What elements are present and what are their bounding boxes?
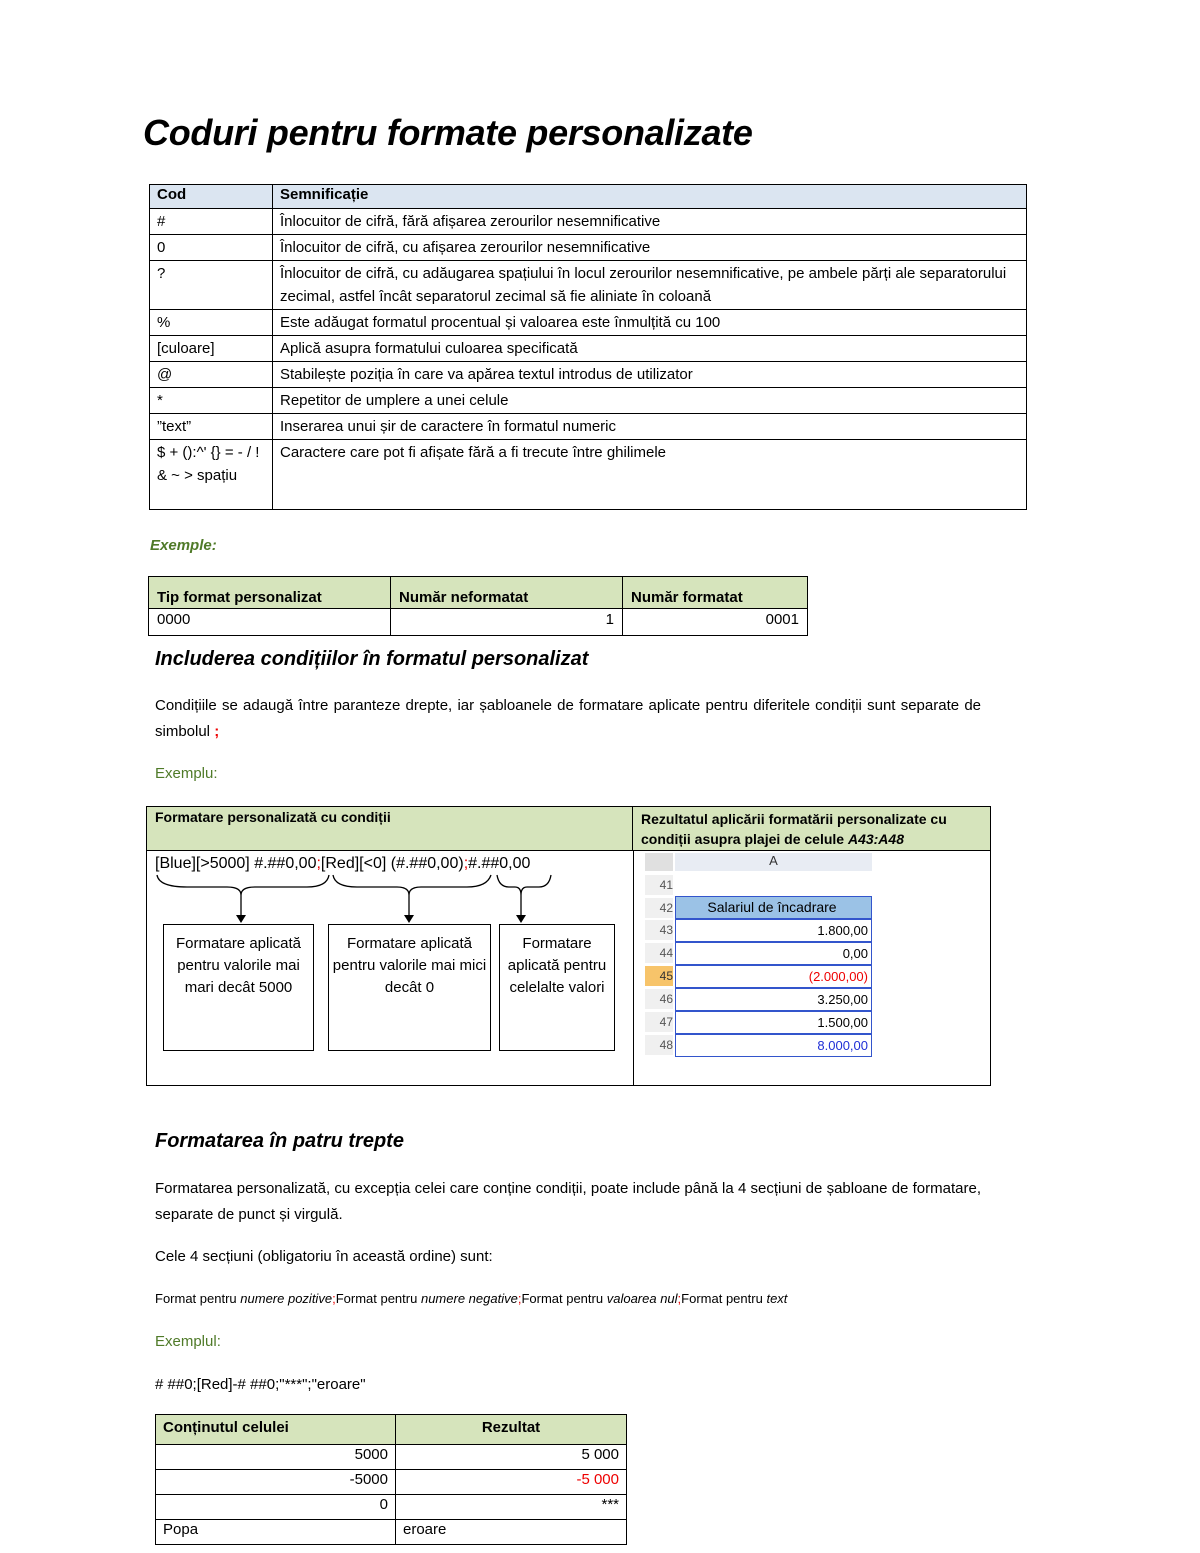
row-number: 46 — [645, 989, 673, 1009]
result-cell: 5 000 — [396, 1445, 627, 1470]
row-number: 48 — [645, 1035, 673, 1055]
table-row — [150, 235, 1027, 261]
code-cell: [culoare] — [150, 336, 273, 362]
format-word: Format pentru — [681, 1291, 763, 1306]
brace-arrows — [147, 873, 633, 925]
sections-list — [155, 1291, 787, 1306]
format-box-negative: Formatare aplicată pentru valorile mai mici decât 0 — [328, 924, 491, 1051]
conditions-range: A43:A48 — [847, 831, 904, 847]
result-table — [155, 1414, 627, 1545]
format-separator: ; — [463, 855, 469, 872]
conditions-example-box — [146, 806, 991, 1086]
table-row — [156, 1520, 627, 1545]
column-header: Tip format personalizat — [149, 577, 391, 609]
sections-intro: Cele 4 secțiuni (obligatoriu în această ordine) sunt: — [155, 1248, 493, 1265]
code-cell: ? — [150, 261, 273, 310]
meaning-cell: Aplică asupra formatului culoarea specificată — [273, 336, 1027, 362]
result-cell-negative: -5 000 — [396, 1470, 627, 1495]
table-header-row — [156, 1415, 627, 1445]
format-example-table — [148, 576, 808, 636]
four-steps-heading: Formatarea în patru trepte — [155, 1130, 404, 1152]
content-cell: 0 — [156, 1495, 396, 1520]
code-cell: # — [150, 209, 273, 235]
section-separator: ; — [332, 1291, 336, 1306]
table-row — [156, 1445, 627, 1470]
excel-snippet — [645, 853, 875, 1058]
excel-cell: 1.500,00 — [675, 1011, 872, 1034]
result-cell: *** — [396, 1495, 627, 1520]
code-cell: $ + ():^' {} = - / ! & ~ > spațiu — [150, 440, 273, 510]
content-cell: -5000 — [156, 1470, 396, 1495]
format-box-positive: Formatare aplicată pentru valorile mai mari decât 5000 — [163, 924, 314, 1051]
format-separator: ; — [316, 855, 321, 872]
brace-right — [497, 875, 551, 895]
excel-header-cell: Salariul de încadrare — [675, 896, 872, 919]
table-row — [150, 414, 1027, 440]
column-header-a: A — [675, 853, 872, 871]
codes-table — [149, 184, 1027, 510]
column-header: Semnificație — [273, 185, 1027, 209]
row-number: 47 — [645, 1012, 673, 1032]
page-title: Coduri pentru formate personalizate — [143, 112, 753, 153]
table-row — [156, 1495, 627, 1520]
conditions-left-header: Formatare personalizată cu condiții — [147, 807, 633, 851]
separator-symbol: ; — [214, 723, 220, 740]
row-number: 43 — [645, 920, 673, 940]
meaning-cell: Este adăugat formatul procentual și valoarea este înmulțită cu 100 — [273, 310, 1027, 336]
format-box-other: Formatare aplicată pentru celelalte valori — [499, 924, 615, 1051]
code-cell: ”text” — [150, 414, 273, 440]
table-row — [150, 310, 1027, 336]
section-text: text — [766, 1291, 788, 1306]
format-part-1: [Blue][>5000] #.##0,00 — [155, 855, 317, 872]
code-cell: 0 — [150, 235, 273, 261]
row-number: 42 — [645, 898, 673, 918]
meaning-cell: Caractere care pot fi afișate fără a fi trecute între ghilimele — [273, 440, 1027, 510]
section-null: valoarea nul — [606, 1291, 678, 1306]
table-row — [150, 209, 1027, 235]
format-string — [155, 855, 530, 873]
content-cell: Popa — [156, 1520, 396, 1545]
table-row — [150, 261, 1027, 310]
brace-middle — [333, 875, 491, 895]
table-header-row — [149, 577, 808, 609]
section-separator: ; — [517, 1291, 522, 1306]
result-cell: eroare — [396, 1520, 627, 1545]
format-part-2: [Red][<0] (#.##0,00) — [320, 855, 464, 872]
arrow-head — [516, 915, 526, 923]
arrow-head — [404, 915, 414, 923]
section-negative: numere negative — [420, 1291, 518, 1306]
column-header: Număr formatat — [623, 577, 808, 609]
format-word: Format pentru — [521, 1291, 604, 1306]
meaning-cell: Înlocuitor de cifră, fără afișarea zerourilor nesemnificative — [273, 209, 1027, 235]
meaning-cell: Inserarea unui șir de caractere în formatul numeric — [273, 414, 1027, 440]
meaning-cell: Înlocuitor de cifră, cu adăugarea spațiului în locul zerourilor nesemnificative, pe ambele părți ale separatorului zecimal, astfel încât separatorul zecimal să fie aliniate în coloană — [273, 261, 1027, 310]
section-separator: ; — [677, 1291, 682, 1306]
excel-cell: 1.800,00 — [675, 919, 872, 942]
four-steps-paragraph: Formatarea personalizată, cu excepția celei care conține condiții, poate include până la 4 secțiuni de șabloane de formatare, separate de punct și virgulă. — [155, 1180, 981, 1223]
conditions-right-header — [633, 807, 990, 851]
excel-cell-blue: 8.000,00 — [675, 1034, 872, 1057]
arrow-head — [236, 915, 246, 923]
meaning-cell: Înlocuitor de cifră, cu afișarea zerourilor nesemnificative — [273, 235, 1027, 261]
table-row — [150, 336, 1027, 362]
row-number: 41 — [645, 875, 673, 895]
unformatted-cell: 1 — [391, 609, 623, 636]
excel-cell: 0,00 — [675, 942, 872, 965]
format-part-3: #.##0,00 — [468, 855, 531, 872]
column-header: Conținutul celulei — [156, 1415, 396, 1445]
row-number: 44 — [645, 943, 673, 963]
table-row — [149, 609, 808, 636]
examples-label: Exemple: — [150, 537, 217, 554]
code-cell: * — [150, 388, 273, 414]
brace-left — [157, 875, 329, 895]
meaning-cell: Repetitor de umplere a unei celule — [273, 388, 1027, 414]
table-row — [150, 440, 1027, 510]
column-header: Cod — [150, 185, 273, 209]
excel-cell-negative: (2.000,00) — [675, 965, 872, 988]
section-positive: numere pozitive — [240, 1291, 333, 1306]
column-header: Număr neformatat — [391, 577, 623, 609]
conditions-paragraph — [155, 693, 981, 745]
format-word: Format pentru — [155, 1291, 237, 1306]
table-row — [150, 388, 1027, 414]
table-row — [150, 362, 1027, 388]
column-header: Rezultat — [396, 1415, 627, 1445]
select-all-corner — [645, 853, 673, 871]
meaning-cell: Stabilește poziția în care va apărea textul introdus de utilizator — [273, 362, 1027, 388]
example-label: Exemplu: — [155, 765, 218, 782]
formatted-cell: 0001 — [623, 609, 808, 636]
excel-cell: 3.250,00 — [675, 988, 872, 1011]
conditions-paragraph-text: Condițiile se adaugă între paranteze drepte, iar șabloanele de formatare aplicate pentru diferitele condiții sunt separate de simbolul — [155, 697, 981, 740]
example-code: # ##0;[Red]-# ##0;"***";"eroare" — [155, 1376, 366, 1393]
content-cell: 5000 — [156, 1445, 396, 1470]
example-label-2: Exemplul: — [155, 1333, 221, 1350]
code-cell: % — [150, 310, 273, 336]
code-cell: @ — [150, 362, 273, 388]
table-row — [156, 1470, 627, 1495]
row-number-selected: 45 — [645, 966, 673, 986]
format-word: Format pentru — [335, 1291, 418, 1306]
table-header-row — [150, 185, 1027, 209]
column-divider — [633, 851, 634, 1085]
conditions-right-header-text: Rezultatul aplicării formatării personalizate cu condiții asupra plajei de celule — [641, 811, 947, 847]
format-type-cell: 0000 — [149, 609, 391, 636]
conditions-heading: Includerea condițiilor în formatul personalizat — [155, 648, 589, 670]
